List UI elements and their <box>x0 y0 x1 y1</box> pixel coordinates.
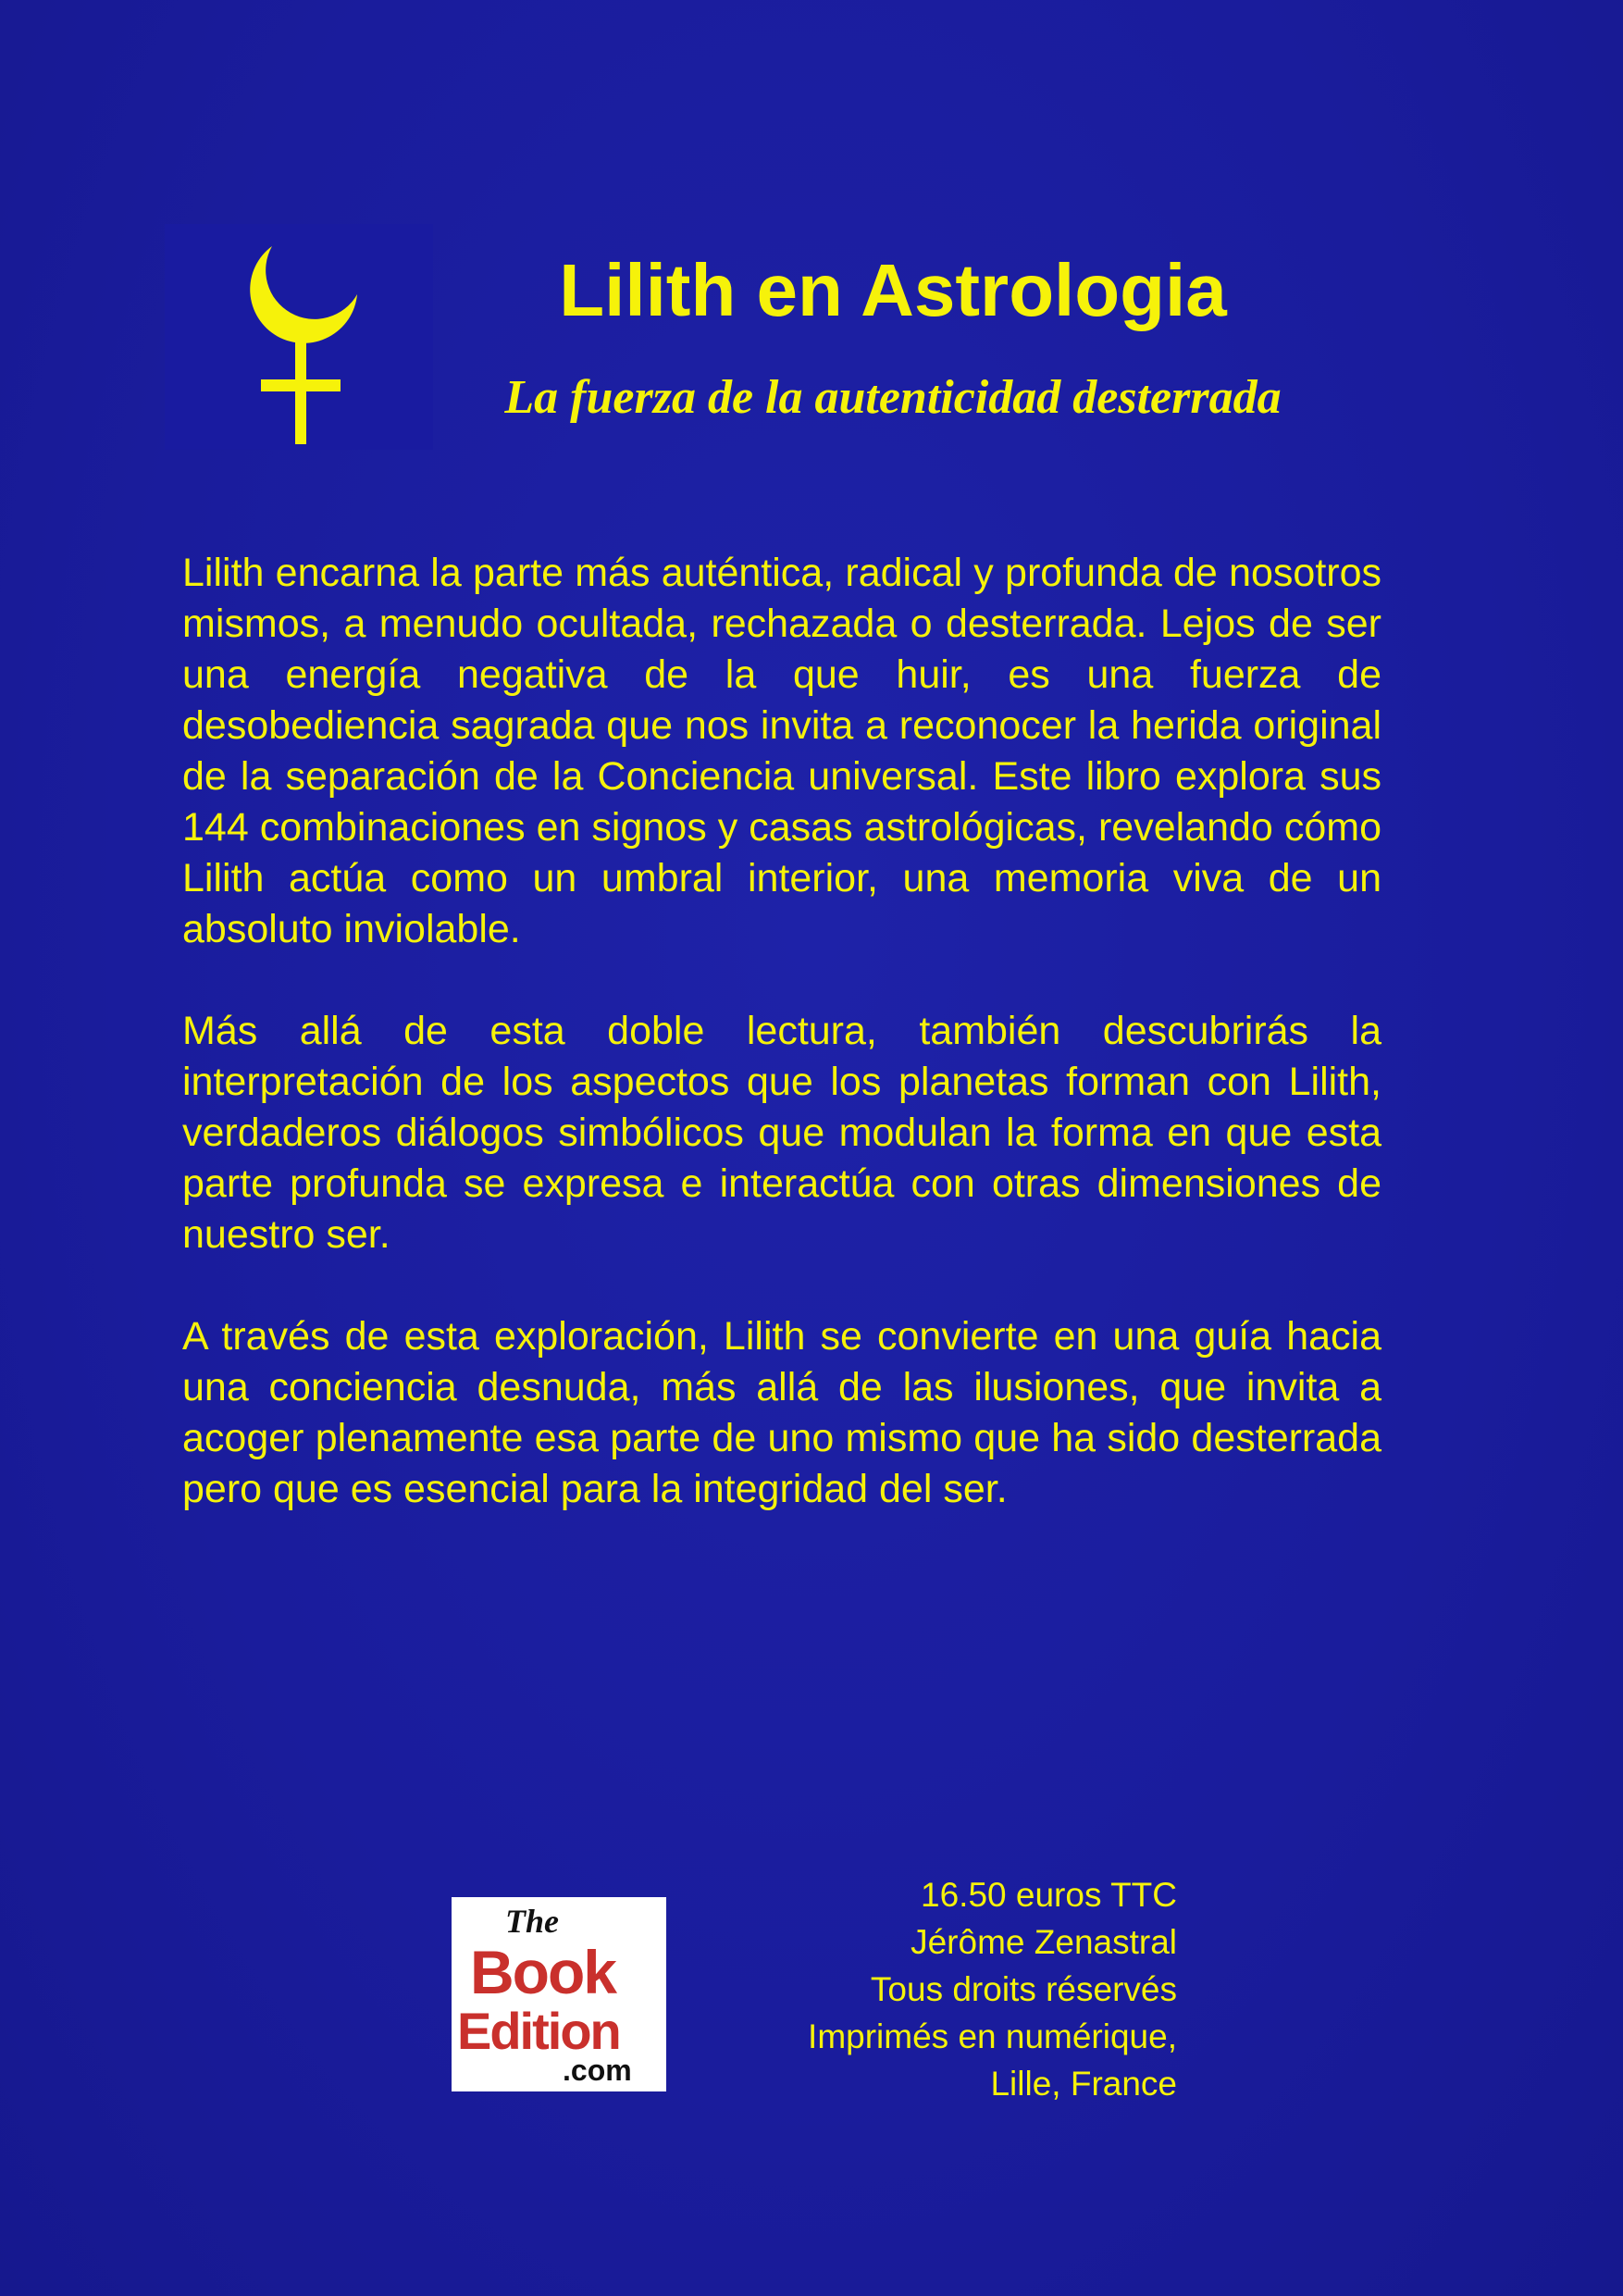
logo-the: The <box>505 1903 559 1940</box>
place-text: Lille, France <box>990 2065 1177 2103</box>
blurb <box>182 548 1381 1566</box>
colophon <box>703 1871 1177 2107</box>
lilith-symbol-icon <box>165 224 433 450</box>
rights-text: Tous droits réservés <box>870 1970 1177 2008</box>
price-text: 16.50 euros TTC <box>921 1876 1177 1914</box>
logo-book: Book <box>470 1938 615 2006</box>
book-subtitle: La fuerza de la autenticidad desterrada <box>504 371 1282 424</box>
logo-edition: Edition <box>457 2002 620 2060</box>
blurb-paragraph: A través de esta exploración, Lilith se convierte en una guía hacia una conciencia desnuda, más allá de las ilusiones, que invita a acoger plenamente esa parte de uno mismo que ha sido desterrada pero que es esencial para la integridad del ser. <box>182 1314 1381 1511</box>
blurb-paragraph: Lilith encarna la parte más auténtica, radical y profunda de nosotros mismos, a menudo ocultada, rechazada o desterrada. Lejos de ser una energía negativa de la que huir, es una fuerza de desobediencia sagrada que nos invita a reconocer la herida original de la separación de la Conciencia universal. Este libro explora sus 144 combinaciones en signos y casas astrológicas, revelando cómo Lilith actúa como un umbral interior, una memoria viva de un absoluto inviolable. <box>182 551 1381 951</box>
thebookedition-logo <box>452 1897 666 2091</box>
book-title: Lilith en Astrologia <box>559 249 1227 331</box>
logo-dotcom: .com <box>563 2054 632 2087</box>
symbol-panel <box>165 224 433 450</box>
printing-text: Imprimés en numérique, <box>808 2017 1177 2055</box>
publisher-logo <box>452 1897 666 2091</box>
blurb-paragraph: Más allá de esta doble lectura, también descubrirás la interpretación de los aspectos que los planetas forman con Lilith, verdaderos diálogos simbólicos que modulan la forma en que esta parte profunda se expresa e interactúa con otras dimensiones de nuestro ser. <box>182 1009 1381 1257</box>
author-name: Jérôme Zenastral <box>911 1923 1177 1961</box>
